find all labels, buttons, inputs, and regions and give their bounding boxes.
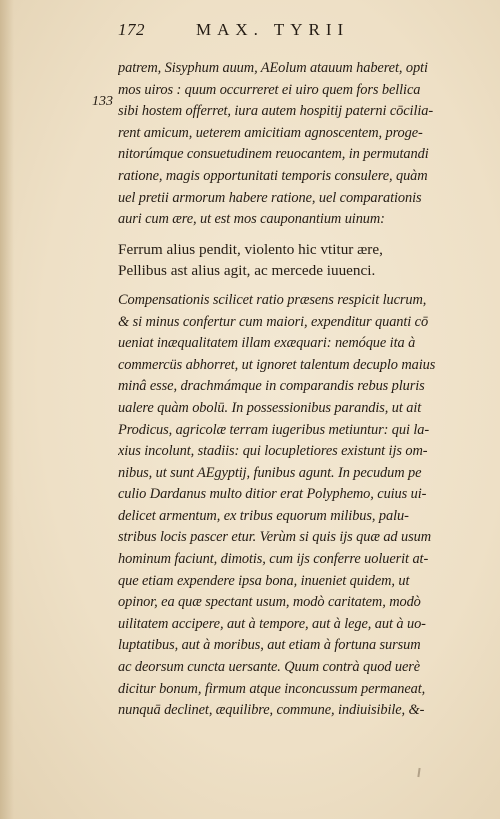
verse-gap (118, 282, 476, 290)
text-line: mos uiros : quum occurreret ei uiro quem fors bellica (118, 81, 421, 98)
text-line: ratione, magis opportunitati temporis consulere, quàm (118, 167, 428, 184)
text-line: nibus, ut sunt AEgyptij, funibus agunt. In pecudum pe (118, 464, 422, 481)
text-line: culio Dardanus multo ditior erat Polyphemo, cuius ui- (118, 486, 427, 503)
text-line: Compensationis scilicet ratio præsens respicit lucrum, (118, 291, 427, 308)
verse-gap (118, 231, 476, 239)
text-line: stribus locis pascer etur. Verùm si quis ijs quæ ad usum (118, 529, 432, 546)
ink-mark (417, 768, 420, 777)
page-header (118, 20, 478, 44)
text-line: nunquā declinet, æquilibre, commune, indiuisibile, &- (118, 702, 425, 719)
text-line: patrem, Sisyphum auum, AEolum atauum haberet, opti (118, 60, 428, 76)
text-line: nitorúmque consuetudinem reuocantem, in permutandi (118, 146, 429, 163)
text-line: & si minus confertur cum maiori, expenditur quanti cō (118, 313, 429, 330)
page-shadow (0, 0, 14, 819)
text-line: ualere quàm obolū. In possessionibus parandis, ut ait (118, 399, 422, 416)
text-line: luptatibus, aut à moribus, aut etiam à fortuna sursum (118, 637, 421, 654)
body-text (118, 58, 476, 722)
text-line: dicitur bonum, firmum atque inconcussum permaneat, (118, 680, 426, 697)
text-line: hominum faciunt, dimotis, cum ijs conferre uoluerit at- (118, 551, 429, 568)
running-title: MAX. TYRII (196, 20, 350, 39)
text-line: Prodicus, agricolæ terram iugeribus metiuntur: qui la- (118, 421, 430, 438)
text-line: minâ esse, drachmámque in comparandis rebus pluris (118, 378, 425, 395)
text-line: opinor, ea quæ spectant usum, modò caritatem, modò (118, 594, 421, 611)
text-line: que etiam expendere ipsa bona, inueniet quidem, ut (118, 572, 410, 589)
text-line: uilitatem accipere, aut à tempore, aut à lege, aut à uo- (118, 615, 426, 632)
verse-line: Ferrum alius pendit, violento hic vtitur ære, (118, 240, 383, 258)
text-line: ueniat inæqualitatem illam exæquari: nemóque ita à (118, 335, 416, 352)
text-line: xius incolunt, stadiis: qui locupletiores existunt ijs om- (118, 443, 428, 460)
verse-line: Pellibus ast alius agit, ac mercede iuuenci. (118, 262, 376, 280)
text-line: sibi hostem offerret, iura autem hospitij paterni cōcilia- (118, 103, 434, 120)
text-line: auri cum ære, ut est mos cauponantium uinum: (118, 211, 385, 228)
text-line: ac deorsum cuncta uersante. Quum contrà quod uerè (118, 659, 421, 676)
page-number: 172 (118, 20, 145, 39)
text-line: rent amicum, ueterem amicitiam agnoscentem, proge- (118, 124, 423, 141)
text-line: delicet armentum, ex tribus equorum milibus, palu- (118, 507, 409, 524)
text-line: uel pretii armorum habere ratione, uel comparationis (118, 189, 422, 206)
text-line: commercüs abhorret, ut ignoret talentum decuplo maius (118, 356, 436, 373)
margin-note: 133 (92, 94, 113, 109)
